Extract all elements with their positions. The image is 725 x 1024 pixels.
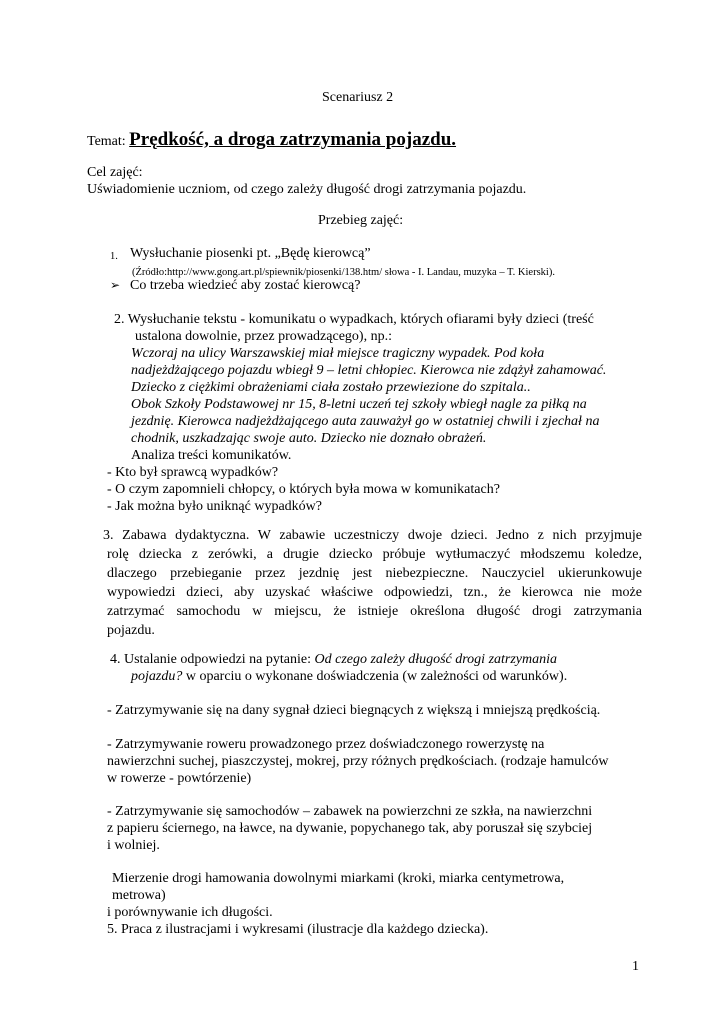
page-number: 1 — [632, 959, 639, 974]
item2-analysis: Analiza treści komunikatów. — [131, 448, 292, 463]
item2-story-3: Dziecko z ciężkimi obrażeniami ciała zostało przewiezione do szpitala.. — [131, 380, 531, 395]
scenario-heading: Scenariusz 2 — [322, 90, 394, 105]
item1-bullet-text: Co trzeba wiedzieć aby zostać kierowcą? — [130, 278, 361, 293]
item1-text: Wysłuchanie piosenki pt. „Będę kierowcą” — [130, 246, 371, 261]
item3-line-last: pojazdu. — [107, 623, 155, 638]
measure-line-1: Mierzenie drogi hamowania dowolnymi miarkami (kroki, miarka centymetrowa, — [112, 871, 565, 886]
topic-title: Prędkość, a droga zatrzymania pojazdu. — [129, 129, 457, 150]
experiment-2-line-1: - Zatrzymywanie roweru prowadzonego przez doświadczonego rowerzystę na — [107, 737, 545, 752]
measure-line-2: metrowa) — [112, 888, 166, 903]
item5: 5. Praca z ilustracjami i wykresami (ilustracje dla każdego dziecka). — [107, 922, 489, 937]
experiment-3-line-3: i wolniej. — [107, 838, 160, 853]
item4-prefix: 4. Ustalanie odpowiedzi na pytanie: — [110, 652, 315, 667]
item3-line-4: wypowiedzi dzieci, aby uzyskać właściwe odpowiedzi, tzn., że kierowca nie może — [107, 585, 642, 600]
item4-line-1 — [110, 651, 557, 668]
item2-line1: 2. Wysłuchanie tekstu - komunikatu o wypadkach, których ofiarami były dzieci (treść — [114, 312, 594, 327]
experiment-2-line-2: nawierzchni suchej, piaszczystej, mokrej, przy różnych prędkościach. (rodzaje hamulców — [107, 754, 609, 769]
item4-suffix: w oparciu o wykonane doświadczenia (w zależności od warunków). — [182, 669, 568, 684]
item3-line-3: dlaczego przebieganie przez jezdnię jest niebezpieczne. Nauczyciel ukierunkowuje — [107, 566, 642, 581]
item1-source: (Źródło:http://www.gong.art.pl/spiewnik/piosenki/138.htm/ słowa - I. Landau, muzyka – T. Kierski). — [132, 267, 555, 278]
item2-story-1: Wczoraj na ulicy Warszawskiej miał miejsce tragiczny wypadek. Pod koła — [131, 346, 545, 361]
item3-line-1: 3. Zabawa dydaktyczna. W zabawie uczestniczy dwoje dzieci. Jedno z nich przyjmuje — [103, 528, 642, 543]
course-heading: Przebieg zajęć: — [318, 213, 404, 228]
arrow-bullet-icon: ➢ — [110, 278, 121, 292]
item3-line-5: zatrzymać samochodu w miejscu, że istnieje określona długość drogi zatrzymania — [107, 604, 642, 619]
experiment-1: - Zatrzymywanie się na dany sygnał dzieci biegnących z większą i mniejszą prędkością. — [107, 703, 601, 718]
item4-question: Od czego zależy długość drogi zatrzymania — [314, 652, 558, 667]
experiment-3-line-1: - Zatrzymywanie się samochodów – zabawek na powierzchni ze szkła, na nawierzchni — [107, 804, 593, 819]
item2-question-1: - Kto był sprawcą wypadków? — [107, 465, 279, 480]
measure-line-3: i porównywanie ich długości. — [107, 905, 273, 920]
goal-label: Cel zajęć: — [87, 165, 143, 180]
item2-story-2: nadjeżdżającego pojazdu wbiegł 9 – letni chłopiec. Kierowca nie zdążył zahamować. — [131, 363, 607, 378]
item2-question-3: - Jak można było uniknąć wypadków? — [107, 499, 322, 514]
item2-story-6: chodnik, uszkadzając swoje auto. Dziecko nie doznało obrażeń. — [131, 431, 487, 446]
item2-story-4: Obok Szkoły Podstawowej nr 15, 8-letni uczeń tej szkoły wbiegł nagle za piłką na — [131, 397, 587, 412]
topic-line — [87, 128, 456, 154]
item4-line-2 — [131, 668, 567, 685]
item3-line-2: rolę dziecka z zerówki, a drugie dziecko próbuje wytłumaczyć młodszemu koledze, — [107, 547, 642, 562]
topic-label: Temat: — [87, 134, 126, 149]
item4-question-end: pojazdu? — [131, 669, 183, 684]
experiment-2-line-3: w rowerze - powtórzenie) — [107, 771, 252, 786]
item1-number: 1. — [110, 251, 118, 262]
experiment-3-line-2: z papieru ściernego, na ławce, na dywanie, popychanego tak, aby poruszał się szybciej — [107, 821, 593, 836]
item2-line2: ustalona dowolnie, przez prowadzącego), np.: — [135, 329, 392, 344]
goal-text: Uświadomienie uczniom, od czego zależy długość drogi zatrzymania pojazdu. — [87, 182, 527, 197]
item2-question-2: - O czym zapomnieli chłopcy, o których była mowa w komunikatach? — [107, 482, 500, 497]
item2-story-5: jezdnię. Kierowca nadjeżdżającego auta zauważył go w ostatniej chwili i zjechał na — [131, 414, 600, 429]
